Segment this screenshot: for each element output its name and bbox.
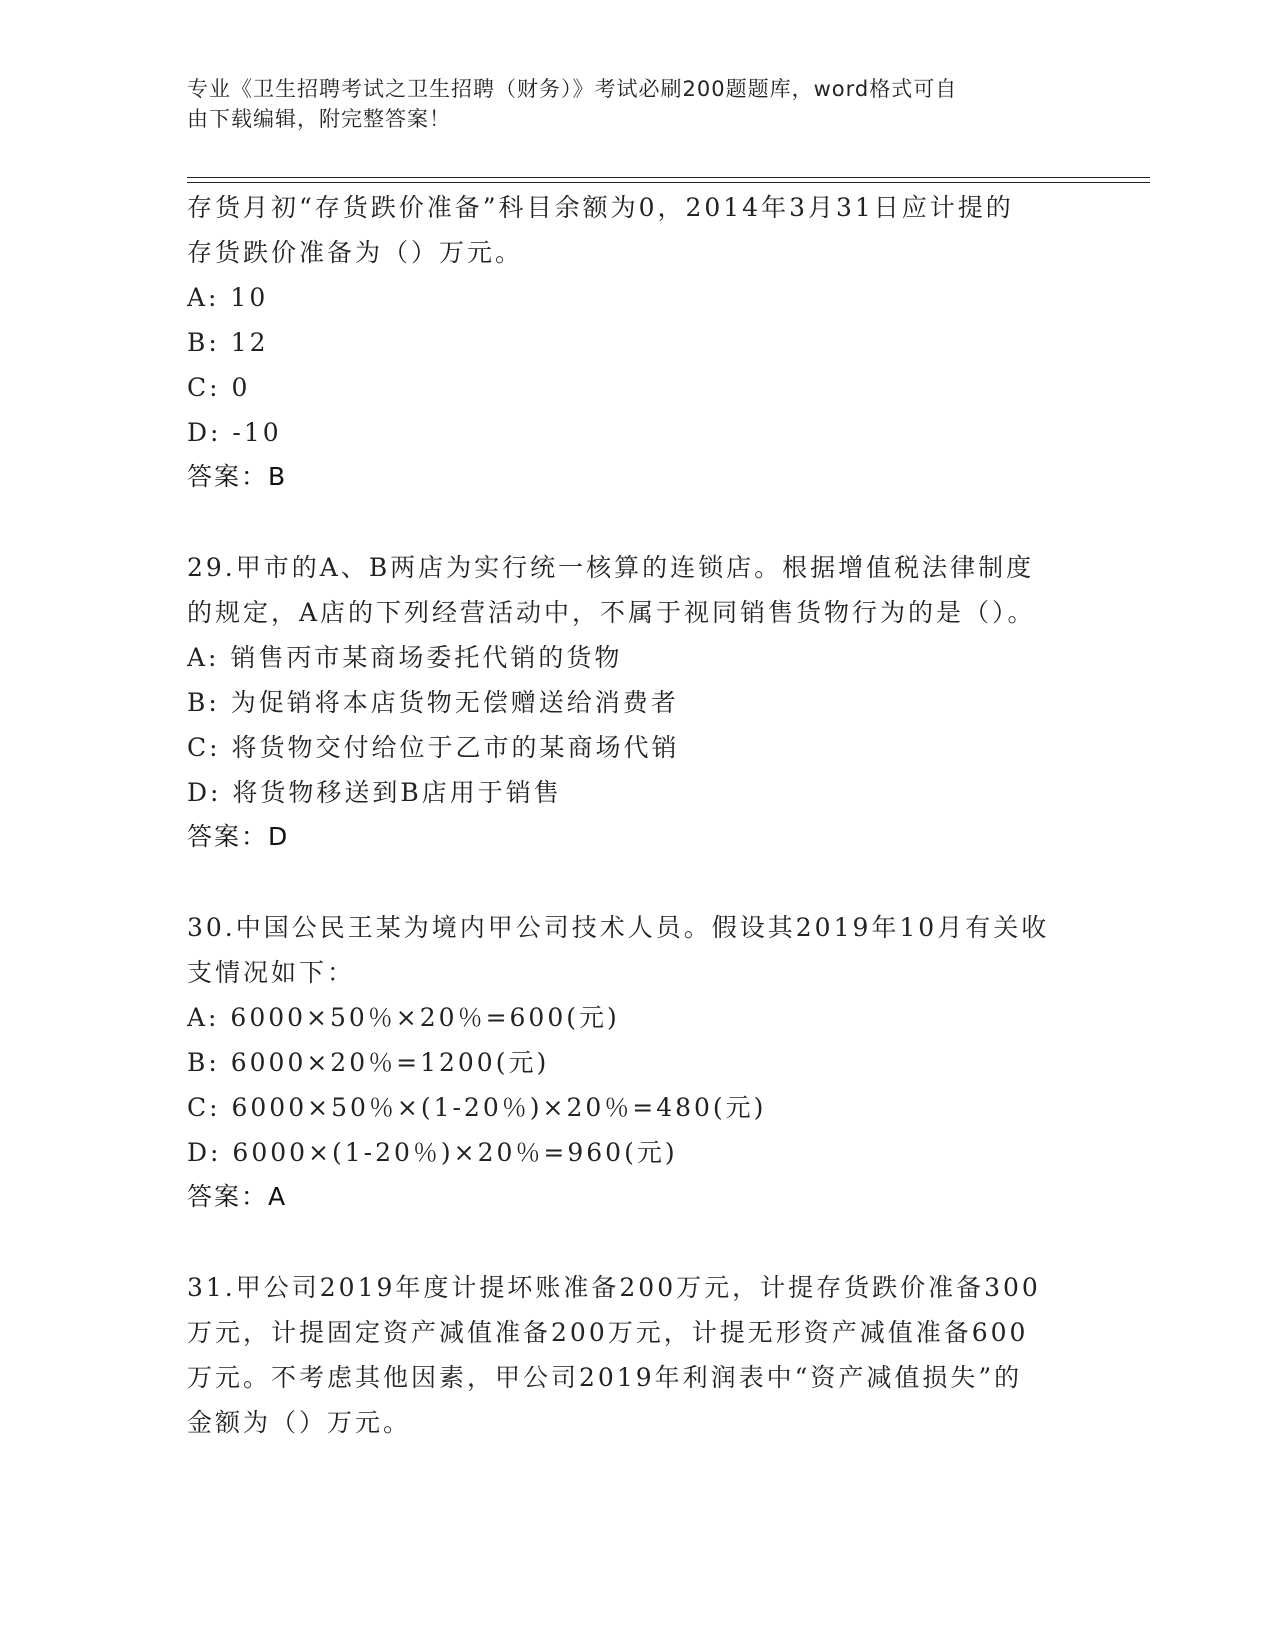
- answer-line: 答案：A: [187, 1182, 288, 1211]
- question-stem-line: 万元，计提固定资产减值准备200万元，计提无形资产减值准备600: [187, 1318, 1029, 1347]
- question-stem-line: 存货跌价准备为（）万元。: [187, 238, 524, 267]
- header-line-1: 专业《卫生招聘考试之卫生招聘（财务）》考试必刷200题题库，word格式可自: [187, 77, 958, 101]
- question-stem-line: 的规定，A店的下列经营活动中，不属于视同销售货物行为的是（）。: [187, 598, 1036, 627]
- question-stem-line: 金额为（）万元。: [187, 1408, 412, 1437]
- question-stem-line: 存货月初“存货跌价准备”科目余额为0，2014年3月31日应计提的: [187, 193, 1014, 222]
- question-stem-line: 支情况如下：: [187, 958, 356, 987]
- question-stem-line: 30.中国公民王某为境内甲公司技术人员。假设其2019年10月有关收: [187, 913, 1050, 942]
- option-b: B: 12: [187, 328, 269, 357]
- option-d: D: 将货物移送到B店用于销售: [187, 778, 562, 807]
- answer-line: 答案：B: [187, 462, 288, 491]
- option-a: A: 6000×50％×20％=600(元): [187, 1003, 620, 1032]
- option-b: B: 6000×20％=1200(元): [187, 1048, 550, 1077]
- header-divider-bottom: [187, 182, 1150, 183]
- option-a: A: 销售丙市某商场委托代销的货物: [187, 643, 623, 672]
- option-c: C: 将货物交付给位于乙市的某商场代销: [187, 733, 680, 762]
- question-stem-line: 29.甲市的A、B两店为实行统一核算的连锁店。根据增值税法律制度: [187, 553, 1035, 582]
- option-c: C: 6000×50％×(1-20％)×20％=480(元): [187, 1093, 767, 1122]
- option-d: D: -10: [187, 418, 282, 447]
- header-line-2: 由下载编辑，附完整答案！: [187, 107, 451, 131]
- header-divider-top: [187, 177, 1150, 178]
- document-header: [187, 74, 1067, 134]
- answer-line: 答案：D: [187, 822, 290, 851]
- question-stem-line: 万元。不考虑其他因素，甲公司2019年利润表中“资产减值损失”的: [187, 1363, 1023, 1392]
- option-c: C: 0: [187, 373, 251, 402]
- question-stem-line: 31.甲公司2019年度计提坏账准备200万元，计提存货跌价准备300: [187, 1273, 1041, 1302]
- option-d: D: 6000×(1-20％)×20％=960(元): [187, 1138, 678, 1167]
- option-a: A: 10: [187, 283, 269, 312]
- option-b: B: 为促销将本店货物无偿赠送给消费者: [187, 688, 679, 717]
